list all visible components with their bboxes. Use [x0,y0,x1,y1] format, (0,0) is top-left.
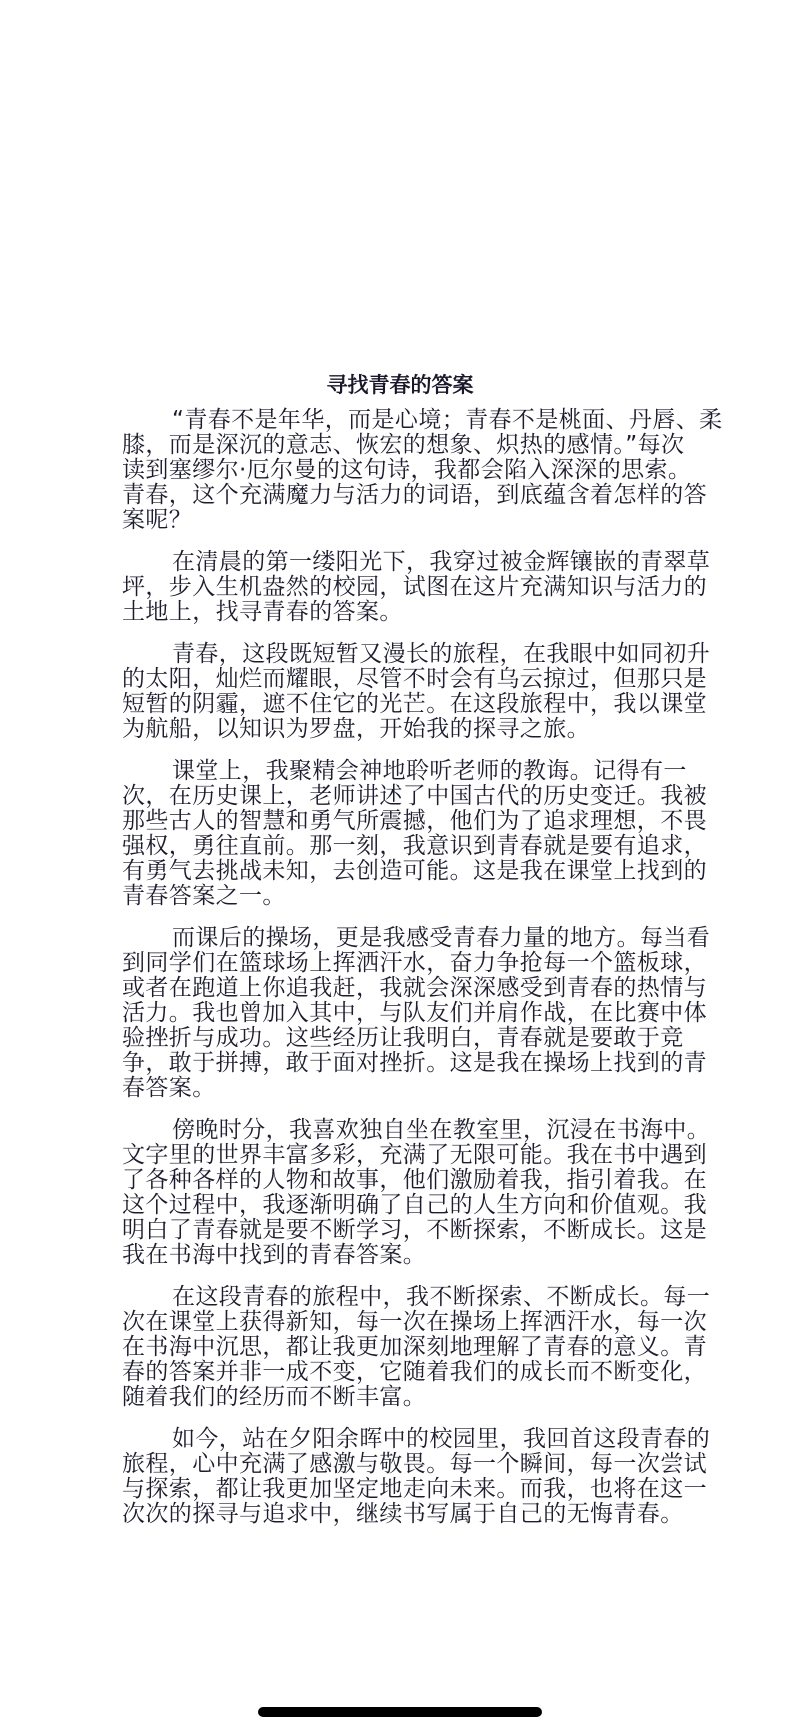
text-line: 青春答案之一。 [122,883,286,909]
text-line: 争，敢于拼搏，敢于面对挫折。这是我在操场上找到的青 [122,1050,707,1076]
text-line: “青春不是年华，而是心境；青春不是桃面、丹唇、柔 [172,407,723,433]
text-line: 次在课堂上获得新知，每一次在操场上挥洒汗水，每一次 [122,1309,707,1335]
article-title: 寻找青春的答案 [326,373,474,397]
text-line: 这个过程中，我逐渐明确了自己的人生方向和价值观。我 [122,1192,707,1218]
text-line: 土地上，找寻青春的答案。 [122,599,403,625]
text-line: 验挫折与成功。这些经历让我明白，青春就是要敢于竞 [122,1025,684,1051]
text-line: 坪，步入生机盎然的校园，试图在这片充满知识与活力的 [122,574,707,600]
text-line: 在书海中沉思，都让我更加深刻地理解了青春的意义。青 [122,1334,707,1360]
paragraph [122,407,723,533]
text-line: 在清晨的第一缕阳光下，我穿过被金辉镶嵌的青翠草 [172,549,711,575]
text-line: 到同学们在篮球场上挥洒汗水，奋力争抢每一个篮板球， [122,950,707,976]
text-line: 为航船，以知识为罗盘，开始我的探寻之旅。 [122,716,590,742]
text-line: 的太阳，灿烂而耀眼，尽管不时会有乌云掠过，但那只是 [122,666,707,692]
text-line: 次，在历史课上，老师讲述了中国古代的历史变迁。我被 [122,783,707,809]
text-line: 旅程，心中充满了感激与敬畏。每一个瞬间，每一次尝试 [122,1451,707,1477]
text-line: 或者在跑道上你追我赶，我就会深深感受到青春的热情与 [122,975,707,1001]
text-line: 在这段青春的旅程中，我不断探索、不断成长。每一 [172,1284,711,1310]
text-line: 有勇气去挑战未知，去创造可能。这是我在课堂上找到的 [122,858,707,884]
text-line: 强权，勇往直前。那一刻，我意识到青春就是要有追求， [122,833,707,859]
paragraph [122,641,711,742]
text-line: 春的答案并非一成不变，它随着我们的成长而不断变化， [122,1359,707,1385]
text-line: 春答案。 [122,1075,216,1101]
text-line: 文字里的世界丰富多彩，充满了无限可能。我在书中遇到 [122,1142,707,1168]
text-line: 读到塞缪尔·厄尔曼的这句诗，我都会陷入深深的思索。 [122,457,692,483]
paragraph [122,758,707,909]
text-line: 案呢？ [122,507,193,533]
text-line: 而课后的操场，更是我感受青春力量的地方。每当看 [172,925,711,951]
text-line: 青春，这段既短暂又漫长的旅程，在我眼中如同初升 [172,641,711,667]
text-line: 那些古人的智慧和勇气所震撼，他们为了追求理想，不畏 [122,808,707,834]
paragraph [122,925,711,1101]
text-line: 短暂的阴霾，遮不住它的光芒。在这段旅程中，我以课堂 [122,691,707,717]
text-line: 次次的探寻与追求中，继续书写属于自己的无悔青春。 [122,1501,684,1527]
text-line: 了各种各样的人物和故事，他们激励着我，指引着我。在 [122,1167,707,1193]
paragraph [122,1284,711,1410]
text-line: 与探索，都让我更加坚定地走向未来。而我，也将在这一 [122,1476,707,1502]
text-line: 活力。我也曾加入其中，与队友们并肩作战，在比赛中体 [122,1000,707,1026]
text-line: 如今，站在夕阳余晖中的校园里，我回首这段青春的 [172,1426,711,1452]
paragraph [122,1117,711,1268]
article-body [122,407,723,1527]
text-line: 我在书海中找到的青春答案。 [122,1242,427,1268]
text-line: 青春，这个充满魔力与活力的词语，到底蕴含着怎样的答 [122,482,707,508]
text-line: 随着我们的经历而不断丰富。 [122,1384,427,1410]
paragraph [122,549,711,625]
text-line: 傍晚时分，我喜欢独自坐在教室里，沉浸在书海中。 [172,1117,711,1143]
article [122,370,723,1544]
paragraph [122,1426,711,1527]
home-indicator[interactable] [258,1707,542,1717]
text-line: 课堂上，我聚精会神地聆听老师的教诲。记得有一 [172,758,687,784]
text-line: 膝，而是深沉的意志、恢宏的想象、炽热的感情。”每次 [122,432,685,458]
text-line: 明白了青春就是要不断学习，不断探索，不断成长。这是 [122,1217,707,1243]
